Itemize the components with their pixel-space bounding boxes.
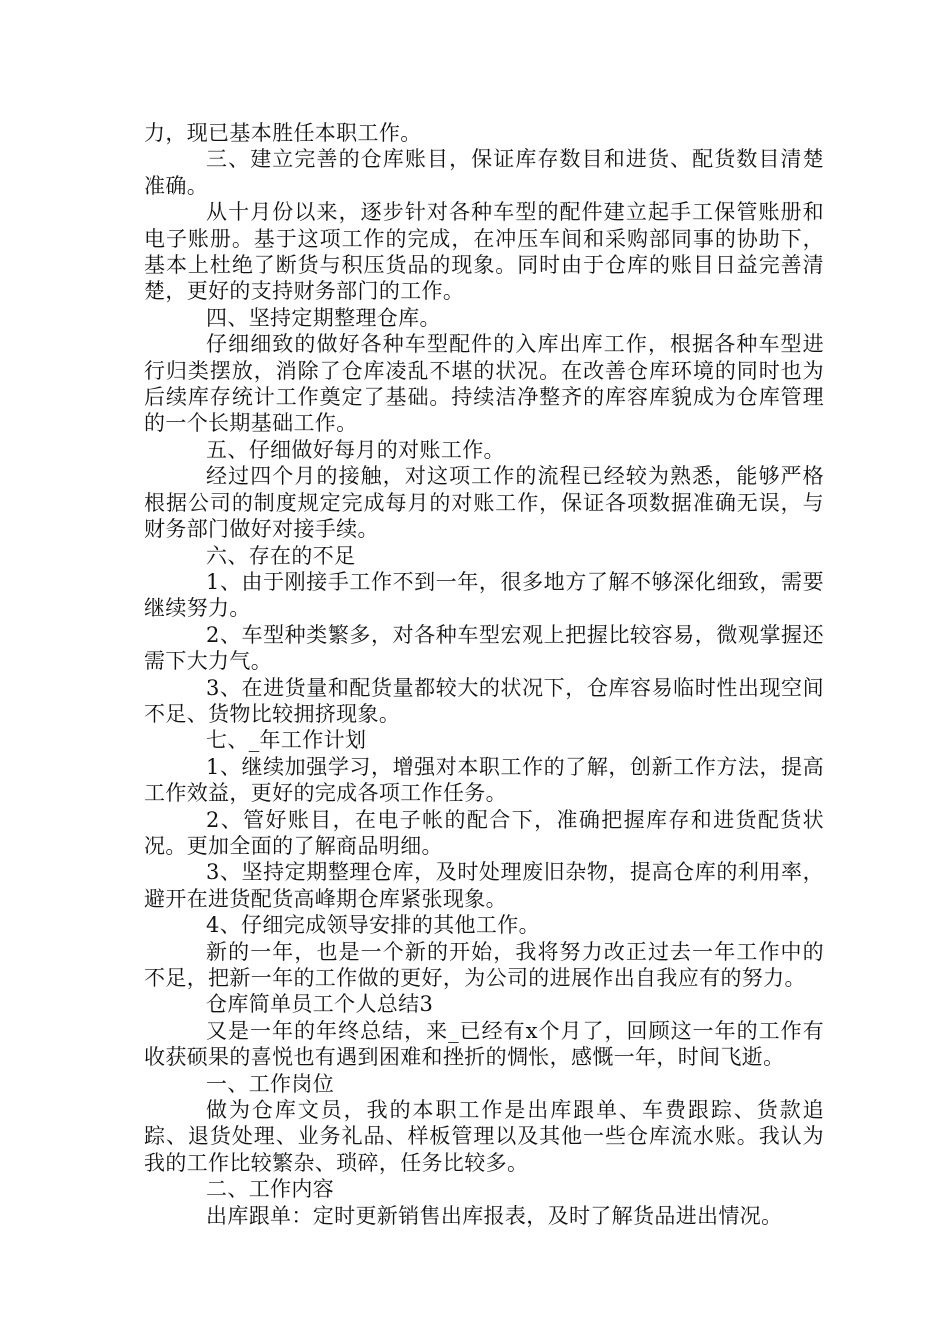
list-item: 1、继续加强学习，增强对本职工作的了解，创新工作方法，提高工作效益，更好的完成各项工作任务。 bbox=[144, 754, 824, 806]
paragraph: 仔细细致的做好各种车型配件的入库出库工作，根据各种车型进行归类摆放，消除了仓库凌乱不堪的状况。在改善仓库环境的同时也为后续库存统计工作奠定了基础。持续洁净整齐的库容库貌成为仓库管理的一个长期基础工作。 bbox=[144, 332, 824, 436]
list-item: 2、管好账目，在电子帐的配合下，准确把握库存和进货配货状况。更加全面的了解商品明细。 bbox=[144, 807, 824, 858]
paragraph: 力，现已基本胜任本职工作。 bbox=[144, 121, 422, 145]
document-body bbox=[144, 120, 824, 1229]
document-title: 仓库简单员工个人总结3 bbox=[206, 992, 434, 1017]
section-heading: 六、存在的不足 bbox=[206, 543, 356, 568]
list-item: 4、仔细完成领导安排的其他工作。 bbox=[206, 913, 540, 938]
section-heading: 四、坚持定期整理仓库。 bbox=[206, 305, 441, 330]
section-heading: 三、建立完善的仓库账目，保证库存数目和进货、配货数目清楚准确。 bbox=[144, 147, 824, 198]
paragraph: 做为仓库文员，我的本职工作是出库跟单、车费跟踪、货款追踪、退货处理、业务礼品、样板管理以及其他一些仓库流水账。我认为我的工作比较繁杂、琐碎，任务比较多。 bbox=[144, 1098, 824, 1175]
list-item: 3、坚持定期整理仓库，及时处理废旧杂物，提高仓库的利用率，避开在进货配货高峰期仓库紧张现象。 bbox=[144, 860, 824, 911]
section-heading: 一、工作岗位 bbox=[206, 1071, 335, 1096]
section-heading: 五、仔细做好每月的对账工作。 bbox=[206, 437, 505, 462]
paragraph: 新的一年，也是一个新的开始，我将努力改正过去一年工作中的不足，把新一年的工作做的更好，为公司的进展作出自我应有的努力。 bbox=[144, 939, 824, 990]
list-item: 2、车型种类繁多，对各种车型宏观上把握比较容易，微观掌握还需下大力气。 bbox=[144, 622, 824, 674]
list-item: 1、由于刚接手工作不到一年，很多地方了解不够深化细致，需要继续努力。 bbox=[144, 569, 824, 621]
list-item: 3、在进货量和配货量都较大的状况下，仓库容易临时性出现空间不足、货物比较拥挤现象。 bbox=[144, 675, 824, 726]
paragraph: 经过四个月的接触，对这项工作的流程已经较为熟悉，能够严格根据公司的制度规定完成每月的对账工作，保证各项数据准确无误，与财务部门做好对接手续。 bbox=[144, 464, 824, 542]
section-heading: 七、_年工作计划 bbox=[206, 728, 367, 753]
paragraph: 从十月份以来，逐步针对各种车型的配件建立起手工保管账册和电子账册。基于这项工作的完成，在冲压车间和采购部同事的协助下，基本上杜绝了断货与积压货品的现象。同时由于仓库的账目日益完善清楚，更好的支持财务部门的工作。 bbox=[144, 200, 824, 304]
paragraph: 出库跟单：定时更新销售出库报表，及时了解货品进出情况。 bbox=[206, 1203, 783, 1228]
paragraph: 又是一年的年终总结，来_已经有x个月了，回顾这一年的工作有收获硕果的喜悦也有遇到困难和挫折的惆怅，感慨一年，时间飞逝。 bbox=[144, 1018, 824, 1070]
section-heading: 二、工作内容 bbox=[206, 1177, 335, 1202]
